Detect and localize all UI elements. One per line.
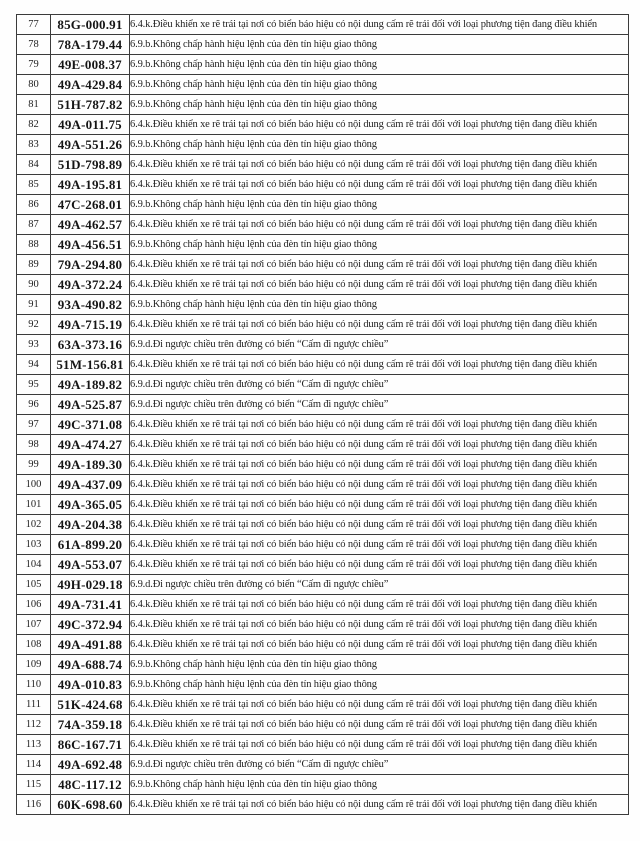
row-number: 115 — [17, 775, 51, 795]
violation-description: 6.9.b.Không chấp hành hiệu lệnh của đèn tín hiệu giao thông — [130, 655, 629, 675]
table-row — [17, 55, 629, 75]
violation-description: 6.4.k.Điều khiển xe rẽ trái tại nơi có biển báo hiệu có nội dung cấm rẽ trái đối với loại phương tiện đang điều khiển — [130, 415, 629, 435]
violation-description: 6.4.k.Điều khiển xe rẽ trái tại nơi có biển báo hiệu có nội dung cấm rẽ trái đối với loại phương tiện đang điều khiển — [130, 495, 629, 515]
row-number: 104 — [17, 555, 51, 575]
row-number: 114 — [17, 755, 51, 775]
license-plate: 49A-692.48 — [51, 755, 130, 775]
violation-description: 6.4.k.Điều khiển xe rẽ trái tại nơi có biển báo hiệu có nội dung cấm rẽ trái đối với loại phương tiện đang điều khiển — [130, 155, 629, 175]
violation-description: 6.9.b.Không chấp hành hiệu lệnh của đèn tín hiệu giao thông — [130, 35, 629, 55]
row-number: 112 — [17, 715, 51, 735]
row-number: 88 — [17, 235, 51, 255]
license-plate: 86C-167.71 — [51, 735, 130, 755]
violation-description: 6.4.k.Điều khiển xe rẽ trái tại nơi có biển báo hiệu có nội dung cấm rẽ trái đối với loại phương tiện đang điều khiển — [130, 455, 629, 475]
license-plate: 61A-899.20 — [51, 535, 130, 555]
violation-description: 6.4.k.Điều khiển xe rẽ trái tại nơi có biển báo hiệu có nội dung cấm rẽ trái đối với loại phương tiện đang điều khiển — [130, 215, 629, 235]
table-row — [17, 235, 629, 255]
violation-description: 6.9.b.Không chấp hành hiệu lệnh của đèn tín hiệu giao thông — [130, 235, 629, 255]
license-plate: 49C-372.94 — [51, 615, 130, 635]
license-plate: 51D-798.89 — [51, 155, 130, 175]
license-plate: 49A-491.88 — [51, 635, 130, 655]
table-row — [17, 115, 629, 135]
table-row — [17, 35, 629, 55]
table-row — [17, 675, 629, 695]
violation-description: 6.9.b.Không chấp hành hiệu lệnh của đèn tín hiệu giao thông — [130, 135, 629, 155]
row-number: 89 — [17, 255, 51, 275]
row-number: 105 — [17, 575, 51, 595]
license-plate: 51H-787.82 — [51, 95, 130, 115]
table-row — [17, 595, 629, 615]
table-row — [17, 255, 629, 275]
license-plate: 48C-117.12 — [51, 775, 130, 795]
violation-description: 6.4.k.Điều khiển xe rẽ trái tại nơi có biển báo hiệu có nội dung cấm rẽ trái đối với loại phương tiện đang điều khiển — [130, 535, 629, 555]
license-plate: 49A-011.75 — [51, 115, 130, 135]
table-row — [17, 575, 629, 595]
violation-description: 6.4.k.Điều khiển xe rẽ trái tại nơi có biển báo hiệu có nội dung cấm rẽ trái đối với loại phương tiện đang điều khiển — [130, 15, 629, 35]
row-number: 113 — [17, 735, 51, 755]
license-plate: 47C-268.01 — [51, 195, 130, 215]
violation-description: 6.4.k.Điều khiển xe rẽ trái tại nơi có biển báo hiệu có nội dung cấm rẽ trái đối với loại phương tiện đang điều khiển — [130, 355, 629, 375]
license-plate: 51M-156.81 — [51, 355, 130, 375]
table-row — [17, 735, 629, 755]
row-number: 79 — [17, 55, 51, 75]
row-number: 90 — [17, 275, 51, 295]
row-number: 77 — [17, 15, 51, 35]
table-row — [17, 535, 629, 555]
table-row — [17, 455, 629, 475]
row-number: 91 — [17, 295, 51, 315]
license-plate: 49A-189.82 — [51, 375, 130, 395]
row-number: 103 — [17, 535, 51, 555]
table-row — [17, 95, 629, 115]
table-body — [17, 15, 629, 815]
row-number: 95 — [17, 375, 51, 395]
row-number: 98 — [17, 435, 51, 455]
license-plate: 49A-189.30 — [51, 455, 130, 475]
table-row — [17, 775, 629, 795]
violation-description: 6.4.k.Điều khiển xe rẽ trái tại nơi có biển báo hiệu có nội dung cấm rẽ trái đối với loại phương tiện đang điều khiển — [130, 555, 629, 575]
row-number: 110 — [17, 675, 51, 695]
license-plate: 49A-372.24 — [51, 275, 130, 295]
table-row — [17, 155, 629, 175]
license-plate: 49C-371.08 — [51, 415, 130, 435]
row-number: 94 — [17, 355, 51, 375]
violation-description: 6.9.b.Không chấp hành hiệu lệnh của đèn tín hiệu giao thông — [130, 675, 629, 695]
table-row — [17, 695, 629, 715]
row-number: 84 — [17, 155, 51, 175]
license-plate: 93A-490.82 — [51, 295, 130, 315]
row-number: 83 — [17, 135, 51, 155]
table-row — [17, 655, 629, 675]
license-plate: 49A-474.27 — [51, 435, 130, 455]
table-row — [17, 795, 629, 815]
license-plate: 51K-424.68 — [51, 695, 130, 715]
table-row — [17, 615, 629, 635]
license-plate: 49A-429.84 — [51, 75, 130, 95]
violation-description: 6.9.d.Đi ngược chiều trên đường có biển “Cấm đi ngược chiều” — [130, 335, 629, 355]
violation-description: 6.4.k.Điều khiển xe rẽ trái tại nơi có biển báo hiệu có nội dung cấm rẽ trái đối với loại phương tiện đang điều khiển — [130, 615, 629, 635]
license-plate: 49E-008.37 — [51, 55, 130, 75]
violation-description: 6.4.k.Điều khiển xe rẽ trái tại nơi có biển báo hiệu có nội dung cấm rẽ trái đối với loại phương tiện đang điều khiển — [130, 595, 629, 615]
table-row — [17, 175, 629, 195]
row-number: 107 — [17, 615, 51, 635]
row-number: 111 — [17, 695, 51, 715]
row-number: 82 — [17, 115, 51, 135]
table-row — [17, 435, 629, 455]
license-plate: 63A-373.16 — [51, 335, 130, 355]
table-row — [17, 475, 629, 495]
row-number: 86 — [17, 195, 51, 215]
table-row — [17, 315, 629, 335]
row-number: 102 — [17, 515, 51, 535]
violation-description: 6.4.k.Điều khiển xe rẽ trái tại nơi có biển báo hiệu có nội dung cấm rẽ trái đối với loại phương tiện đang điều khiển — [130, 695, 629, 715]
row-number: 101 — [17, 495, 51, 515]
row-number: 92 — [17, 315, 51, 335]
violations-table — [16, 14, 629, 815]
row-number: 106 — [17, 595, 51, 615]
table-row — [17, 395, 629, 415]
row-number: 93 — [17, 335, 51, 355]
license-plate: 49A-437.09 — [51, 475, 130, 495]
table-row — [17, 195, 629, 215]
table-row — [17, 415, 629, 435]
violation-description: 6.9.b.Không chấp hành hiệu lệnh của đèn tín hiệu giao thông — [130, 195, 629, 215]
violation-description: 6.4.k.Điều khiển xe rẽ trái tại nơi có biển báo hiệu có nội dung cấm rẽ trái đối với loại phương tiện đang điều khiển — [130, 715, 629, 735]
violation-description: 6.4.k.Điều khiển xe rẽ trái tại nơi có biển báo hiệu có nội dung cấm rẽ trái đối với loại phương tiện đang điều khiển — [130, 115, 629, 135]
violation-description: 6.4.k.Điều khiển xe rẽ trái tại nơi có biển báo hiệu có nội dung cấm rẽ trái đối với loại phương tiện đang điều khiển — [130, 315, 629, 335]
row-number: 81 — [17, 95, 51, 115]
violation-description: 6.4.k.Điều khiển xe rẽ trái tại nơi có biển báo hiệu có nội dung cấm rẽ trái đối với loại phương tiện đang điều khiển — [130, 255, 629, 275]
license-plate: 78A-179.44 — [51, 35, 130, 55]
table-row — [17, 15, 629, 35]
license-plate: 49H-029.18 — [51, 575, 130, 595]
row-number: 78 — [17, 35, 51, 55]
license-plate: 49A-365.05 — [51, 495, 130, 515]
row-number: 100 — [17, 475, 51, 495]
violation-description: 6.9.d.Đi ngược chiều trên đường có biển “Cấm đi ngược chiều” — [130, 575, 629, 595]
violation-description: 6.9.b.Không chấp hành hiệu lệnh của đèn tín hiệu giao thông — [130, 55, 629, 75]
license-plate: 49A-731.41 — [51, 595, 130, 615]
row-number: 109 — [17, 655, 51, 675]
license-plate: 49A-553.07 — [51, 555, 130, 575]
table-row — [17, 555, 629, 575]
table-row — [17, 335, 629, 355]
violation-description: 6.9.b.Không chấp hành hiệu lệnh của đèn tín hiệu giao thông — [130, 75, 629, 95]
row-number: 87 — [17, 215, 51, 235]
table-row — [17, 375, 629, 395]
row-number: 80 — [17, 75, 51, 95]
license-plate: 60K-698.60 — [51, 795, 130, 815]
table-row — [17, 635, 629, 655]
table-row — [17, 295, 629, 315]
license-plate: 49A-010.83 — [51, 675, 130, 695]
license-plate: 49A-204.38 — [51, 515, 130, 535]
row-number: 97 — [17, 415, 51, 435]
license-plate: 85G-000.91 — [51, 15, 130, 35]
table-row — [17, 755, 629, 775]
violation-description: 6.4.k.Điều khiển xe rẽ trái tại nơi có biển báo hiệu có nội dung cấm rẽ trái đối với loại phương tiện đang điều khiển — [130, 435, 629, 455]
table-row — [17, 495, 629, 515]
violation-description: 6.4.k.Điều khiển xe rẽ trái tại nơi có biển báo hiệu có nội dung cấm rẽ trái đối với loại phương tiện đang điều khiển — [130, 635, 629, 655]
license-plate: 49A-462.57 — [51, 215, 130, 235]
violation-description: 6.9.b.Không chấp hành hiệu lệnh của đèn tín hiệu giao thông — [130, 95, 629, 115]
table-row — [17, 135, 629, 155]
table-row — [17, 515, 629, 535]
violation-description: 6.9.d.Đi ngược chiều trên đường có biển “Cấm đi ngược chiều” — [130, 375, 629, 395]
violation-description: 6.9.d.Đi ngược chiều trên đường có biển “Cấm đi ngược chiều” — [130, 395, 629, 415]
violation-description: 6.4.k.Điều khiển xe rẽ trái tại nơi có biển báo hiệu có nội dung cấm rẽ trái đối với loại phương tiện đang điều khiển — [130, 795, 629, 815]
license-plate: 74A-359.18 — [51, 715, 130, 735]
violation-description: 6.4.k.Điều khiển xe rẽ trái tại nơi có biển báo hiệu có nội dung cấm rẽ trái đối với loại phương tiện đang điều khiển — [130, 175, 629, 195]
row-number: 96 — [17, 395, 51, 415]
violation-description: 6.4.k.Điều khiển xe rẽ trái tại nơi có biển báo hiệu có nội dung cấm rẽ trái đối với loại phương tiện đang điều khiển — [130, 515, 629, 535]
row-number: 85 — [17, 175, 51, 195]
row-number: 108 — [17, 635, 51, 655]
violation-description: 6.4.k.Điều khiển xe rẽ trái tại nơi có biển báo hiệu có nội dung cấm rẽ trái đối với loại phương tiện đang điều khiển — [130, 735, 629, 755]
violation-description: 6.9.b.Không chấp hành hiệu lệnh của đèn tín hiệu giao thông — [130, 775, 629, 795]
table-row — [17, 355, 629, 375]
row-number: 116 — [17, 795, 51, 815]
table-row — [17, 275, 629, 295]
violation-description: 6.9.b.Không chấp hành hiệu lệnh của đèn tín hiệu giao thông — [130, 295, 629, 315]
violation-description: 6.4.k.Điều khiển xe rẽ trái tại nơi có biển báo hiệu có nội dung cấm rẽ trái đối với loại phương tiện đang điều khiển — [130, 475, 629, 495]
row-number: 99 — [17, 455, 51, 475]
table-row — [17, 75, 629, 95]
license-plate: 49A-195.81 — [51, 175, 130, 195]
violation-description: 6.4.k.Điều khiển xe rẽ trái tại nơi có biển báo hiệu có nội dung cấm rẽ trái đối với loại phương tiện đang điều khiển — [130, 275, 629, 295]
license-plate: 79A-294.80 — [51, 255, 130, 275]
license-plate: 49A-715.19 — [51, 315, 130, 335]
license-plate: 49A-551.26 — [51, 135, 130, 155]
license-plate: 49A-456.51 — [51, 235, 130, 255]
violation-description: 6.9.d.Đi ngược chiều trên đường có biển “Cấm đi ngược chiều” — [130, 755, 629, 775]
table-row — [17, 215, 629, 235]
table-row — [17, 715, 629, 735]
license-plate: 49A-525.87 — [51, 395, 130, 415]
license-plate: 49A-688.74 — [51, 655, 130, 675]
